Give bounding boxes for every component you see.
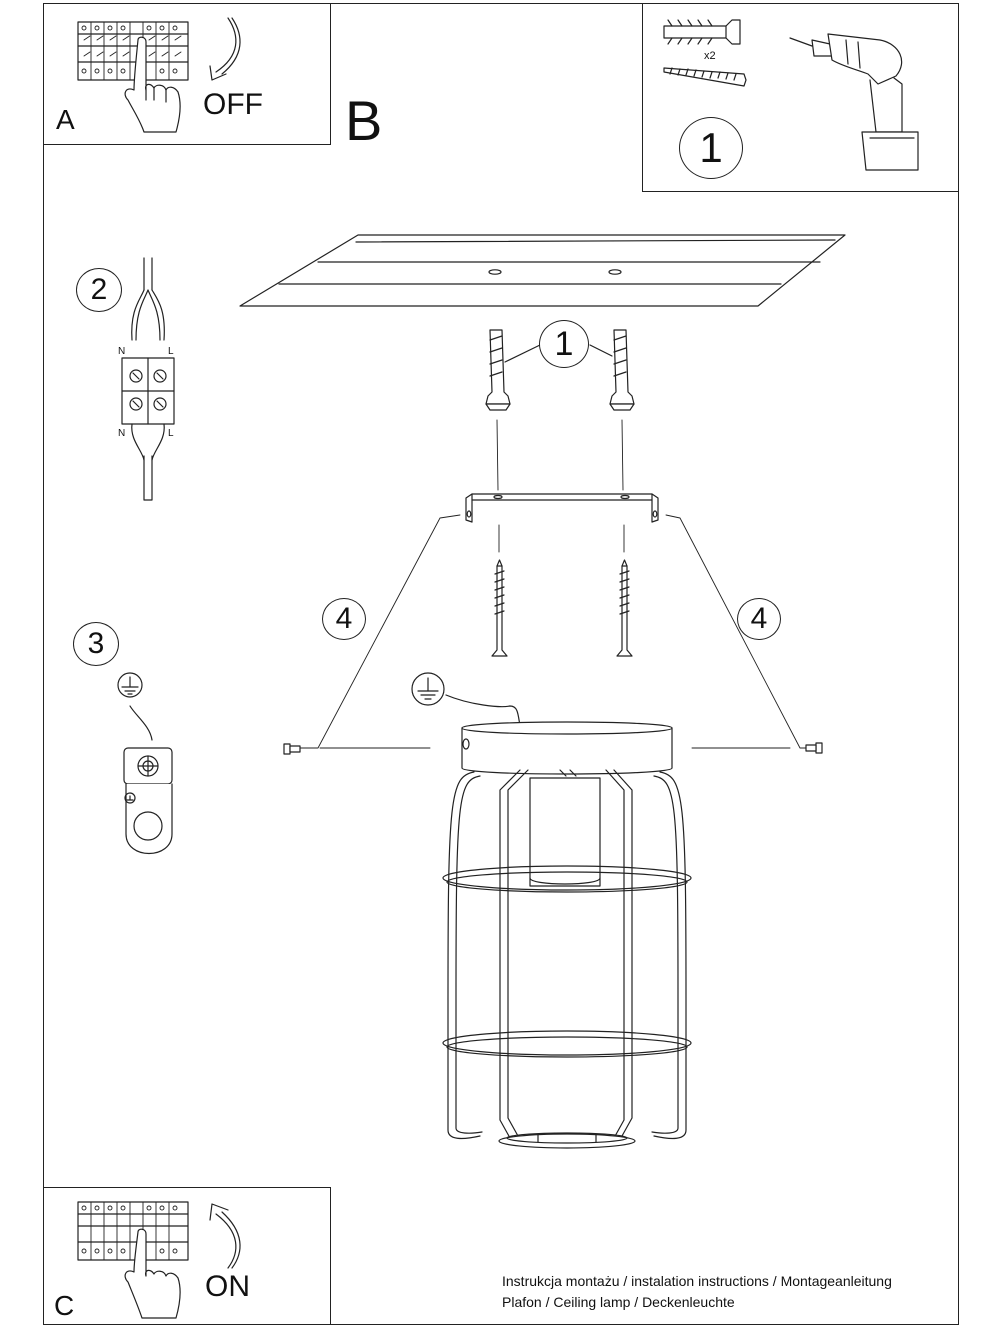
earth-terminal: [124, 706, 172, 854]
side-screw-left: [284, 744, 300, 754]
screw-right: [617, 560, 632, 656]
footer-instructions: Instrukcja montażu / instalation instructions / Montageanleitung: [502, 1273, 892, 1289]
arrow-up-icon: [210, 1204, 240, 1268]
anchor-quantity: x2: [704, 50, 716, 62]
step1-callout: [539, 320, 589, 368]
on-label: ON: [205, 1270, 250, 1303]
terminal-l-top: L: [168, 346, 174, 357]
step1-number: 1: [699, 124, 723, 171]
drill-icon: [790, 34, 918, 170]
lamp-earth-symbol-icon: [412, 673, 444, 705]
terminal-block: [122, 258, 174, 500]
ceiling-plate: [240, 235, 845, 306]
step2-badge: [76, 268, 122, 312]
terminal-l-bottom: L: [168, 428, 174, 439]
screw-left: [492, 560, 507, 656]
earth-wire: [446, 695, 520, 726]
footer-product: Plafon / Ceiling lamp / Deckenleuchte: [502, 1294, 735, 1310]
wall-plug-right: [610, 330, 634, 410]
earth-symbol-icon: [118, 673, 142, 697]
terminal-n-bottom: N: [118, 428, 126, 439]
breaker-panel-on-icon: [78, 1202, 188, 1318]
wall-plug-left: [486, 330, 510, 410]
terminal-n-top: N: [118, 346, 126, 357]
callout-leader-left: [505, 345, 540, 362]
panel-a-letter: A: [56, 104, 75, 135]
step1-callout-number: 1: [554, 324, 574, 363]
step4-right-badge: [737, 598, 781, 640]
side-screw-guides: [300, 515, 808, 748]
panel-b-letter: B: [345, 89, 383, 152]
breaker-panel-off-icon: [78, 22, 188, 132]
step4-right-number: 4: [750, 602, 768, 635]
screw-icon: [664, 68, 746, 86]
step2-number: 2: [90, 273, 108, 306]
mounting-bracket: [466, 494, 658, 522]
alignment-guides: [497, 420, 624, 552]
side-screw-right: [806, 743, 822, 753]
callout-leader-right: [590, 345, 612, 356]
ceiling-lamp: [443, 722, 691, 1148]
panel-c-letter: C: [54, 1290, 75, 1321]
step3-number: 3: [87, 627, 105, 660]
step3-badge: [73, 622, 119, 666]
arrow-down-icon: [210, 18, 240, 80]
step4-left-number: 4: [335, 602, 353, 635]
off-label: OFF: [203, 88, 263, 121]
wall-anchor-icon: [664, 20, 740, 44]
step4-left-badge: [322, 598, 366, 640]
